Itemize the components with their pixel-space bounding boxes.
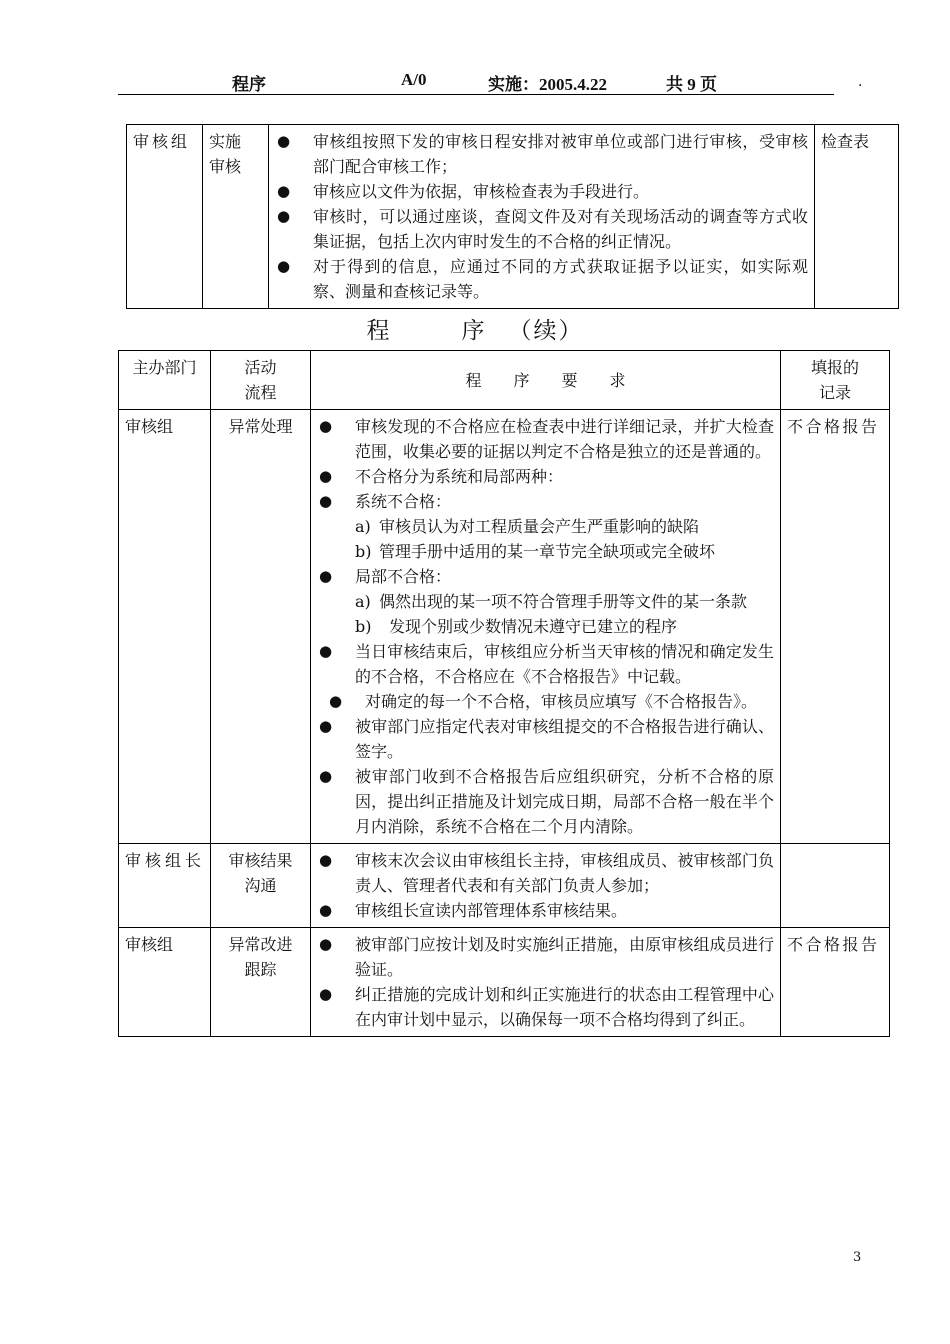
activity-cell: 实施审核 xyxy=(203,125,269,309)
table-row xyxy=(119,928,890,1037)
requirements-list xyxy=(317,564,774,589)
sub-list xyxy=(317,514,774,564)
list-item: ● 审核应以文件为依据，审核检查表为手段进行。 xyxy=(275,179,808,204)
list-item: ● 审核组长宣读内部管理体系审核结果。 xyxy=(317,898,774,923)
record-cell xyxy=(781,844,890,928)
list-item: ● 不合格分为系统和局部两种： xyxy=(317,464,774,489)
list-item: ● 审核组按照下发的审核日程安排对被审单位或部门进行审核，受审核部门配合审核工作； xyxy=(275,129,808,179)
dept-cell: 审核组长 xyxy=(119,844,211,928)
header-effective-date: 实施：2005.4.22 xyxy=(488,75,607,94)
page-header xyxy=(118,68,834,95)
list-item: ● 审核末次会议由审核组长主持，审核组成员、被审核部门负责人、管理者代表和有关部门负责人参加； xyxy=(317,848,774,898)
sub-list xyxy=(317,589,774,639)
requirements-cell xyxy=(311,410,781,844)
header-activity: 活动 流程 xyxy=(211,351,311,410)
dept-cell: 审核组 xyxy=(119,410,211,844)
table-row xyxy=(127,125,899,309)
procedure-table-top xyxy=(126,124,899,309)
table-header-row xyxy=(119,351,890,410)
activity-cell: 异常改进跟踪 xyxy=(211,928,311,1037)
record-cell: 不合格报告 xyxy=(781,410,890,844)
list-item: ● 审核时，可以通过座谈，查阅文件及对有关现场活动的调查等方式收集证据，包括上次内审时发生的不合格的纠正情况。 xyxy=(275,204,808,254)
requirements-list xyxy=(317,932,774,1032)
list-item: ● 纠正措施的完成计划和纠正实施进行的状态由工程管理中心在内审计划中显示，以确保每一项不合格均得到了纠正。 xyxy=(317,982,774,1032)
requirements-cell xyxy=(311,844,781,928)
requirements-list xyxy=(317,848,774,923)
header-record: 填报的 记录 xyxy=(781,351,890,410)
list-item: ● 当日审核结束后，审核组应分析当天审核的情况和确定发生的不合格，不合格应在《不合格报告》中记载。 xyxy=(317,639,774,689)
sub-item: a) 偶然出现的某一项不符合管理手册等文件的某一条款 xyxy=(355,592,748,611)
header-revision: A/0 xyxy=(401,70,427,89)
record-cell: 检查表 xyxy=(815,125,899,309)
activity-cell: 审核结果沟通 xyxy=(211,844,311,928)
header-total-pages: 共 9 页 xyxy=(666,75,717,94)
sub-item: a) 审核员认为对工程质量会产生严重影响的缺陷 xyxy=(355,517,700,536)
requirements-list xyxy=(317,414,774,514)
record-cell: 不合格报告 xyxy=(781,928,890,1037)
header-dept: 主办部门 xyxy=(119,351,211,410)
table-row xyxy=(119,410,890,844)
requirements-list xyxy=(317,639,774,839)
sub-item: b) 发现个别或少数情况未遵守已建立的程序 xyxy=(355,617,678,636)
requirements-cell xyxy=(311,928,781,1037)
list-item: ● 系统不合格： xyxy=(317,489,774,514)
section-title: 程 序 （续） xyxy=(366,318,584,344)
list-item: ● 审核发现的不合格应在检查表中进行详细记录，并扩大检查范围，收集必要的证据以判定不合格是独立的还是普通的。 xyxy=(317,414,774,464)
dept-cell: 审核组 xyxy=(127,125,203,309)
list-item: ● 被审部门收到不合格报告后应组织研究，分析不合格的原因，提出纠正措施及计划完成日期，局部不合格一般在半个月内消除，系统不合格在二个月内清除。 xyxy=(317,764,774,839)
activity-cell: 异常处理 xyxy=(211,410,311,844)
list-item: ● 对于得到的信息，应通过不同的方式获取证据予以证实，如实际观察、测量和查核记录等。 xyxy=(275,254,808,304)
list-item: ● 被审部门应指定代表对审核组提交的不合格报告进行确认、签字。 xyxy=(317,714,774,764)
page-number: 3 xyxy=(853,1250,862,1265)
sub-item: b) 管理手册中适用的某一章节完全缺项或完全破坏 xyxy=(355,542,716,561)
requirements-list xyxy=(275,129,808,304)
list-item: ● 被审部门应按计划及时实施纠正措施，由原审核组成员进行验证。 xyxy=(317,932,774,982)
list-item: ● 对确定的每一个不合格，审核员应填写《不合格报告》。 xyxy=(317,689,774,714)
list-item: ● 局部不合格： xyxy=(317,564,774,589)
dept-cell: 审核组 xyxy=(119,928,211,1037)
requirements-cell xyxy=(269,125,815,309)
table-row xyxy=(119,844,890,928)
header-doc-type: 程序 xyxy=(232,75,266,94)
header-dot: . xyxy=(858,74,863,90)
procedure-table-continued xyxy=(118,350,890,1037)
header-requirements: 程 序 要 求 xyxy=(311,351,781,410)
